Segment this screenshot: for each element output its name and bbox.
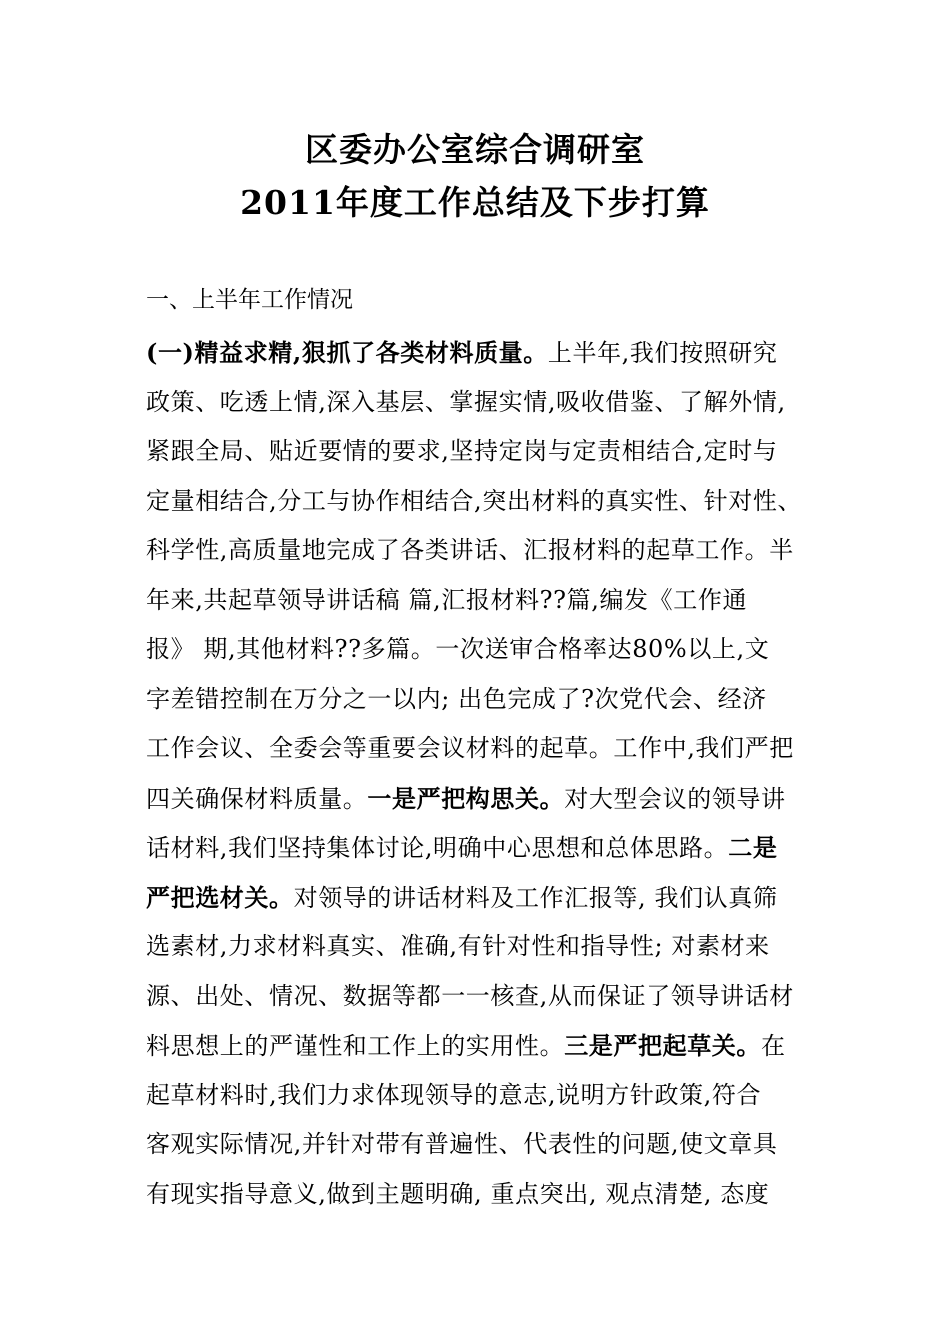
text-segment: 对大型会议的领导讲 (564, 784, 786, 813)
text-segment: 政策、吃透上情,深入基层、掌握实情,吸收借鉴、了解外情, (146, 387, 786, 416)
document-title-line-2: 2011年度工作总结及下步打算 (240, 183, 710, 222)
bold-text-segment: 三是严把起草关。 (564, 1031, 762, 1060)
body-line (146, 1021, 836, 1071)
text-segment: 在 (761, 1032, 786, 1060)
text-segment: 源、出处、情况、数据等都一一核查,从而保证了领导讲话材 (146, 981, 794, 1010)
body-line (146, 378, 836, 428)
body-paragraph (146, 328, 836, 1219)
body-line (146, 1071, 836, 1121)
text-segment: 话材料,我们坚持集体讨论,明确中心思想和总体思路。 (146, 834, 729, 862)
body-line (146, 328, 836, 378)
body-line (146, 477, 836, 527)
text-segment: 四关确保材料质量。 (146, 784, 368, 813)
body-line (146, 675, 836, 725)
body-line (146, 625, 836, 675)
text-segment: 起草材料时,我们力求体现领导的意志,说明方针政策,符合 (146, 1080, 762, 1109)
body-line (146, 576, 836, 626)
text-segment: 紧跟全局、贴近要情的要求,坚持定岗与定责相结合,定时与 (146, 437, 778, 465)
body-line (146, 823, 836, 873)
text-segment: 字差错控制在万分之一以内; 出色完成了?次党代会、经济 (146, 684, 767, 713)
body-line (146, 972, 836, 1022)
text-segment: 科学性,高质量地完成了各类讲话、汇报材料的起草工作。半 (146, 536, 794, 564)
body-line (146, 1120, 836, 1170)
bold-text-segment: 严把选材关。 (146, 882, 294, 912)
body-line (146, 427, 836, 477)
text-segment: 工作会议、全委会等重要会议材料的起草。工作中,我们严把 (146, 734, 794, 762)
text-segment: 年来,共起草领导讲话稿 篇,汇报材料??篇,编发《工作通 (146, 585, 748, 614)
text-segment: 对领导的讲话材料及工作汇报等, 我们认真筛 (293, 883, 778, 912)
text-segment: 料思想上的严谨性和工作上的实用性。 (146, 1032, 565, 1060)
text-segment: 有现实指导意义,做到主题明确, 重点突出, 观点清楚, 态度 (146, 1179, 770, 1208)
bold-text-segment: 二是 (728, 833, 778, 862)
bold-text-segment: 一是严把构思关。 (367, 783, 565, 813)
section-heading: 一、上半年工作情况 (146, 287, 353, 313)
document-title-line-1: 区委办公室综合调研室 (305, 130, 645, 169)
bold-text-segment: (一)精益求精,狠抓了各类材料质量。 (146, 338, 548, 367)
text-segment: 客观实际情况,并针对带有普遍性、代表性的问题,使文章具 (146, 1130, 778, 1158)
text-segment: 定量相结合,分工与协作相结合,突出材料的真实性、针对性、 (146, 486, 803, 515)
body-line (146, 724, 836, 774)
body-line (146, 922, 836, 972)
body-line (146, 1170, 836, 1220)
text-segment: 报》 期,其他材料??多篇。一次送审合格率达80%以上,文 (146, 635, 770, 663)
body-line (146, 526, 836, 576)
text-segment: 上半年,我们按照研究 (547, 339, 778, 367)
text-segment: 选素材,力求材料真实、准确,有针对性和指导性; 对素材来 (146, 932, 770, 960)
body-line (146, 774, 836, 824)
body-line (146, 873, 836, 923)
